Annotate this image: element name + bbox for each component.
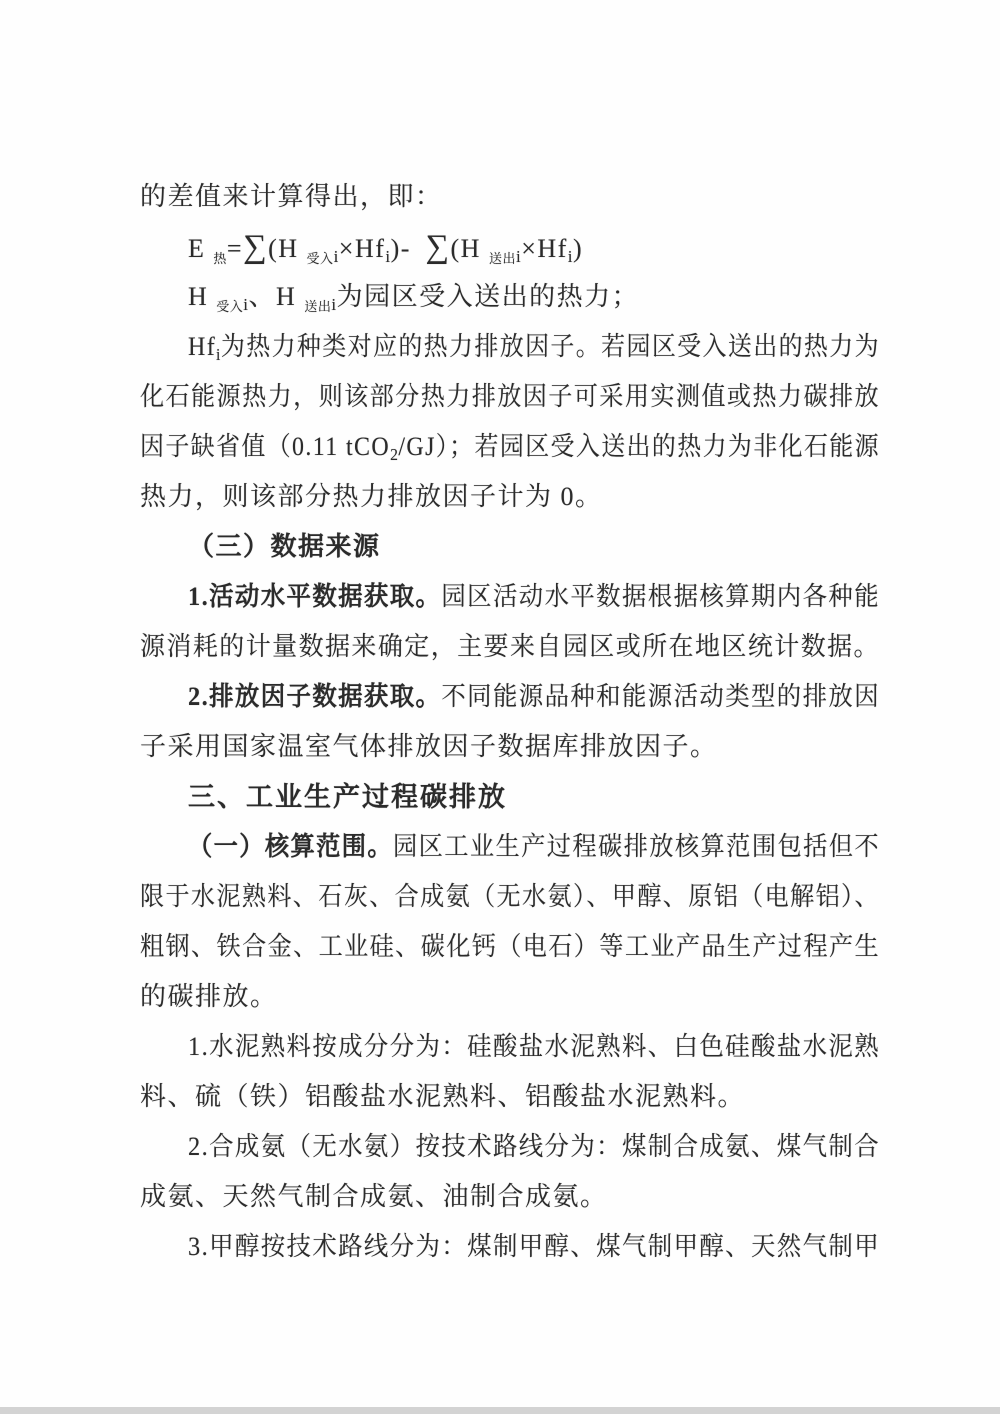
text-run: 园区工业生产过程碳排放核算范围包括但不 bbox=[393, 832, 880, 861]
line-activity-data-2 bbox=[140, 622, 880, 672]
text-run: 为热力种类对应的热力排放因子。若园区受入送出的热力为 bbox=[220, 332, 880, 361]
line-ammonia-2-text bbox=[140, 1172, 608, 1222]
text-run: ×Hf bbox=[338, 234, 386, 263]
subscript-text: i bbox=[385, 247, 391, 266]
line-emission-factor-2 bbox=[140, 722, 880, 772]
text-run: ×Hf bbox=[521, 234, 568, 263]
text-run: 、H bbox=[248, 282, 305, 311]
subscript-text: 送出 bbox=[488, 251, 516, 266]
text-run: 料、硫（铁）铝酸盐水泥熟料、铝酸盐水泥熟料。 bbox=[140, 1082, 746, 1111]
line-hf-def-1 bbox=[140, 322, 880, 372]
text-run: = bbox=[226, 234, 244, 263]
text-run: Hf bbox=[188, 332, 217, 361]
line-cement-1-text bbox=[188, 1022, 880, 1072]
line-diff-calc bbox=[140, 172, 880, 222]
line-methanol-1 bbox=[140, 1222, 880, 1272]
line-hf-def-3-text bbox=[140, 422, 880, 480]
subscript-text: 受入 bbox=[306, 251, 334, 266]
text-run: （一）核算范围。 bbox=[188, 832, 394, 861]
sigma-symbol: ∑ bbox=[425, 229, 451, 265]
line-ammonia-2 bbox=[140, 1172, 880, 1222]
scan-edge-artifact bbox=[0, 1407, 1000, 1414]
text-run: E bbox=[188, 234, 214, 263]
subscript-text: 受入 bbox=[216, 299, 244, 314]
text-run: 2.合成氨（无水氨）按技术路线分为：煤制合成氨、煤气制合 bbox=[188, 1132, 881, 1161]
text-run: （三）数据来源 bbox=[188, 532, 381, 561]
text-run: 不同能源品种和能源活动类型的排放因 bbox=[441, 682, 881, 711]
line-scope-1-text bbox=[188, 822, 880, 872]
line-emission-factor-1 bbox=[140, 672, 880, 722]
line-hf-def-2 bbox=[140, 372, 880, 422]
subscript-text: i bbox=[331, 295, 337, 314]
subscript-text: 送出 bbox=[304, 299, 332, 314]
subscript-text: i bbox=[515, 247, 522, 266]
sigma-symbol: ∑ bbox=[243, 229, 269, 265]
line-ammonia-1-text bbox=[188, 1122, 880, 1172]
text-run: 的差值来计算得出，即： bbox=[140, 182, 443, 211]
line-activity-data-1-text bbox=[188, 572, 880, 622]
text-run: 3.甲醇按技术路线分为：煤制甲醇、煤气制甲醇、天然气制甲 bbox=[188, 1232, 881, 1261]
text-run: 园区活动水平数据根据核算期内各种能 bbox=[441, 582, 881, 611]
subscript-text: i bbox=[333, 247, 339, 266]
line-diff-calc-text bbox=[140, 172, 443, 222]
line-heading-data-source-text bbox=[188, 522, 381, 572]
text-run: 源消耗的计量数据来确定，主要来自园区或所在地区统计数据。 bbox=[140, 632, 880, 661]
line-scope-3 bbox=[140, 922, 880, 972]
text-run: H bbox=[188, 282, 217, 311]
line-ammonia-1 bbox=[140, 1122, 880, 1172]
text-run: 因子缺省值（0.11 tCO bbox=[140, 432, 391, 461]
text-run: 热力，则该部分热力排放因子计为 0。 bbox=[140, 482, 603, 511]
text-run: 2.排放因子数据获取。 bbox=[188, 682, 442, 711]
text-run: 1.活动水平数据获取。 bbox=[188, 582, 442, 611]
line-hf-def-2-text bbox=[140, 372, 880, 422]
line-formula-heat bbox=[140, 222, 880, 272]
text-run: 粗钢、铁合金、工业硅、碳化钙（电石）等工业产品生产过程产生 bbox=[140, 932, 881, 961]
line-scope-2 bbox=[140, 872, 880, 922]
line-scope-2-text bbox=[140, 872, 880, 922]
subscript-text: 热 bbox=[213, 251, 227, 266]
text-run: (H bbox=[268, 234, 307, 263]
subscript-text: i bbox=[243, 295, 249, 314]
line-cement-2-text bbox=[140, 1072, 745, 1122]
text-run: 1.水泥熟料按成分分为：硅酸盐水泥熟料、白色硅酸盐水泥熟 bbox=[188, 1032, 881, 1061]
text-run: 子采用国家温室气体排放因子数据库排放因子。 bbox=[140, 732, 718, 761]
document-body bbox=[140, 172, 880, 1272]
line-scope-4-text bbox=[140, 972, 278, 1022]
text-run: /GJ）；若园区受入送出的热力为非化石能源 bbox=[398, 432, 880, 461]
line-heading-industrial-process-text bbox=[188, 772, 507, 822]
text-run: 的碳排放。 bbox=[140, 982, 278, 1011]
line-activity-data-1 bbox=[140, 572, 880, 622]
subscript-text: 2 bbox=[390, 445, 399, 464]
line-emission-factor-1-text bbox=[188, 672, 880, 722]
line-heading-industrial-process bbox=[140, 772, 880, 822]
line-cement-1 bbox=[140, 1022, 880, 1072]
line-hf-def-3 bbox=[140, 422, 880, 472]
line-scope-3-text bbox=[140, 922, 880, 972]
text-run: ) bbox=[573, 234, 584, 263]
line-emission-factor-2-text bbox=[140, 722, 718, 772]
line-cement-2 bbox=[140, 1072, 880, 1122]
line-scope-4 bbox=[140, 972, 880, 1022]
line-activity-data-2-text bbox=[140, 622, 880, 672]
subscript-text: i bbox=[567, 247, 574, 266]
text-run: 化石能源热力，则该部分热力排放因子可采用实测值或热力碳排放 bbox=[140, 382, 881, 411]
text-run: )- bbox=[390, 234, 426, 263]
line-scope-1 bbox=[140, 822, 880, 872]
text-run: 成氨、天然气制合成氨、油制合成氨。 bbox=[140, 1182, 608, 1211]
text-run: (H bbox=[450, 234, 489, 263]
text-run: 三、工业生产过程碳排放 bbox=[188, 782, 507, 812]
line-methanol-1-text bbox=[188, 1222, 880, 1272]
subscript-text: i bbox=[216, 345, 221, 364]
text-run: 限于水泥熟料、石灰、合成氨（无水氨）、甲醇、原铝（电解铝）、 bbox=[140, 882, 880, 911]
line-heading-data-source bbox=[140, 522, 880, 572]
line-formula-vars bbox=[140, 272, 880, 322]
text-run: 为园区受入送出的热力； bbox=[336, 282, 640, 311]
